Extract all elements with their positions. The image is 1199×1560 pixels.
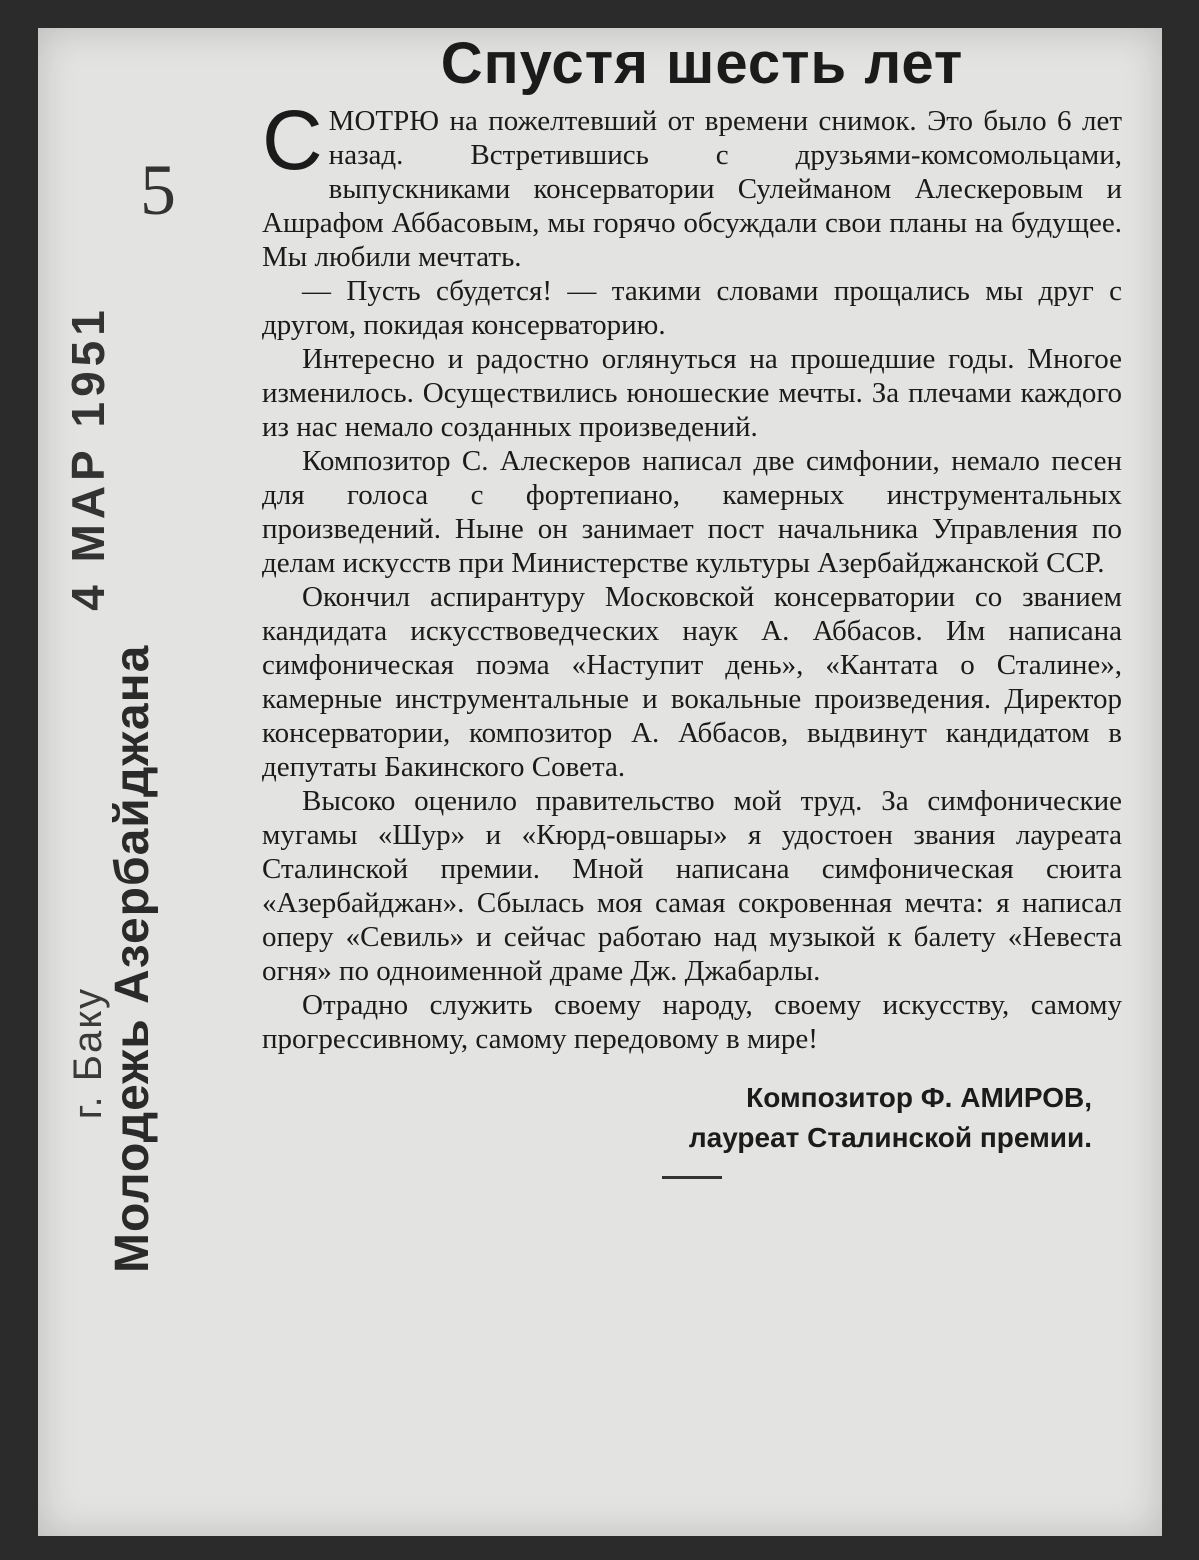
newspaper-name-stamp: Молодежь Азербайджана bbox=[106, 644, 159, 1273]
headline: Спустя шесть лет bbox=[440, 31, 964, 96]
city-stamp: г. Баку bbox=[66, 986, 110, 1120]
paragraph-5: Окончил аспирантуру Московской консерватории со званием кандидата искусствоведческих наук А. Аббасов. Им написана симфоническая поэма «Наступит день», «Кантата о Сталине», камерные инструментальные и вокальные произведения. Директор консерватории, композитор А. Аббасов, выдвинут кандидатом в депутаты Бакинского Совета. bbox=[262, 581, 1122, 783]
paragraph-6: Высоко оценило правительство мой труд. За симфонические мугамы «Шур» и «Кюрд-овшары» я удостоен звания лауреата Сталинской премии. Мной написана симфоническая сюита «Азербайджан». Сбылась моя самая сокровенная мечта: я написал оперу «Севиль» и сейчас работаю над музыкой к балету «Невеста огня» по одноименной драме Дж. Джабарлы. bbox=[262, 785, 1122, 987]
drop-cap: С bbox=[262, 93, 323, 187]
paragraph-text: МОТРЮ на пожелтевший от времени снимок. Это было 6 лет назад. Встретившись с друзьями-комсомольцами, выпускниками консерватории Сулейманом Алескеровым и Ашрафом Аббасовым, мы горячо обсуждали свои планы на будущее. Мы любили мечтать. bbox=[262, 105, 1122, 273]
article bbox=[262, 24, 1122, 1179]
paragraph-7: Отрадно служить своему народу, своему искусству, самому прогрессивному, самому передовому в мире! bbox=[262, 989, 1122, 1055]
article-body bbox=[262, 93, 1122, 1056]
end-rule bbox=[662, 1176, 722, 1179]
paragraph-3: Интересно и радостно оглянуться на прошедшие годы. Многое изменилось. Осуществились юношеские мечты. За плечами каждого из нас немало созданных произведений. bbox=[262, 343, 1122, 443]
signature-title: лауреат Сталинской премии. bbox=[688, 1122, 1092, 1153]
paragraph-4: Композитор С. Алескеров написал две симфонии, немало песен для голоса с фортепиано, камерных инструментальных произведений. Ныне он занимает пост начальника Управления по делам искусств при Министерстве культуры Азербайджанской ССР. bbox=[262, 445, 1122, 579]
date-stamp: 4 МАР 1951 bbox=[62, 305, 114, 611]
signature bbox=[262, 1078, 1122, 1158]
archive-mark: 5 bbox=[140, 150, 176, 230]
paragraph-2: — Пусть сбудется! — такими словами прощались мы друг с другом, покидая консерваторию. bbox=[262, 275, 1122, 341]
paragraph-1 bbox=[262, 93, 1122, 274]
signature-author: Композитор Ф. АМИРОВ, bbox=[746, 1082, 1092, 1113]
